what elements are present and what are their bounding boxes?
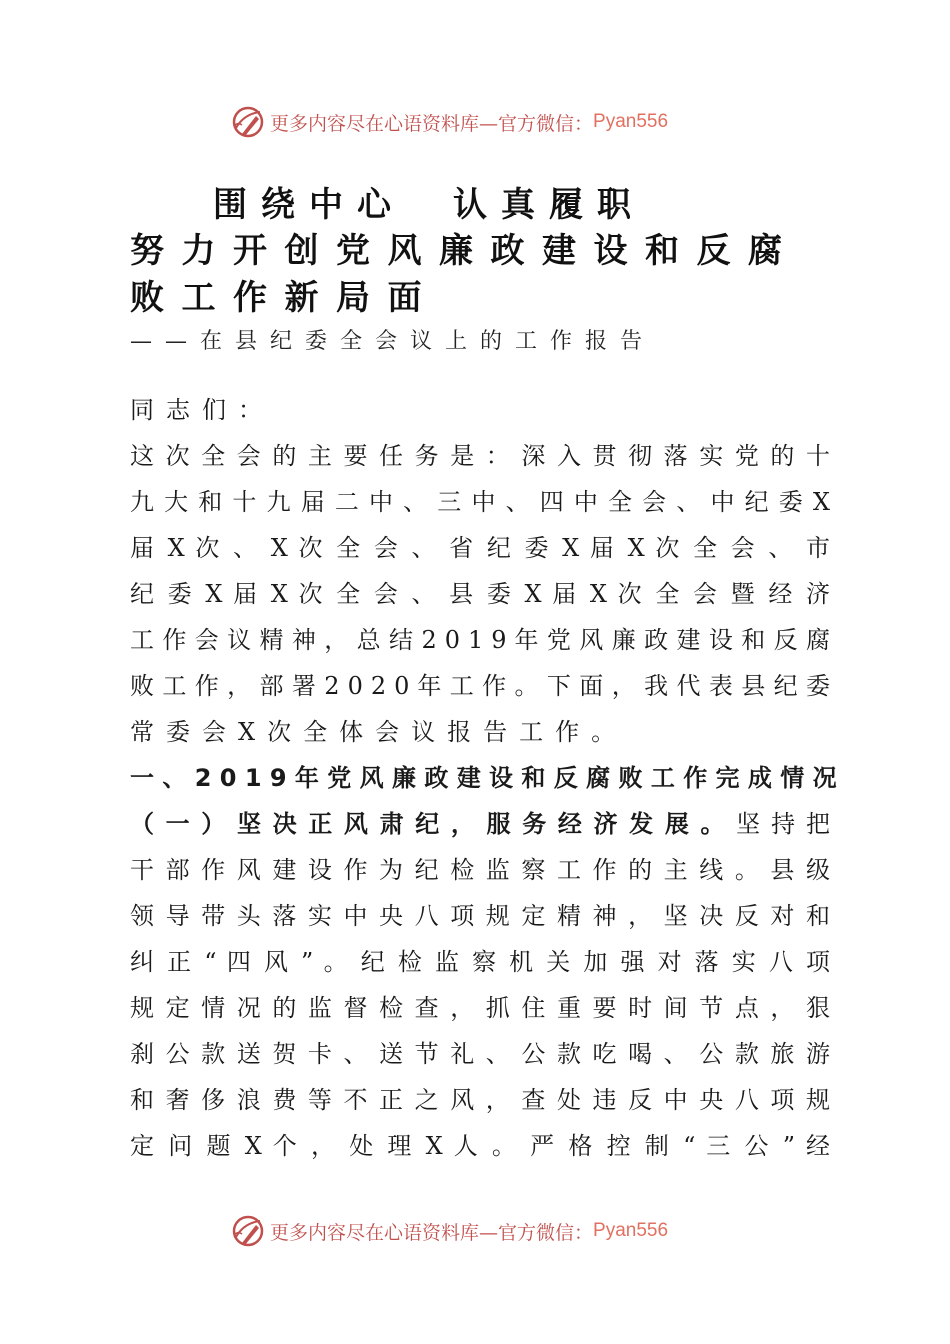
watermark-wechat-id: Pyan556: [593, 111, 669, 132]
paragraph2-line: 纠 正 “ 四 风 ” 。 纪 检 监 察 机 关 加 强 对 落 实 八 项: [130, 948, 830, 976]
title-line-3: 败工作新局面: [130, 278, 439, 318]
section-heading-1: 一 、 2 0 1 9 年 党 风 廉 政 建 设 和 反 腐 败 工 作 完 成 情 况: [130, 764, 837, 792]
subtitle: ——在县纪委全会议上的工作报告: [130, 329, 656, 354]
title-line-1: 围绕中心 认真履职: [213, 185, 645, 225]
watermark-text: 更多内容尽在心语资料库—官方微信：: [270, 112, 594, 135]
paragraph1-line: 工 作 会 议 精 神 ， 总 结 2 0 1 9 年 党 风 廉 政 建 设 和 反 腐: [130, 626, 830, 654]
watermark-text: 更多内容尽在心语资料库—官方微信：: [270, 1221, 594, 1244]
greeting: 同志们：: [130, 396, 274, 424]
title-line-2: 努力开创党风廉政建设和反腐: [130, 231, 800, 271]
pen-logo-icon: [230, 104, 266, 140]
paragraph1-line: 届 X 次 、 X 次 全 会 、 省 纪 委 X 届 X 次 全 会 、 市: [130, 534, 830, 562]
paragraph2-line: 定 问 题 X 个 ， 处 理 X 人 。 严 格 控 制 “ 三 公 ” 经: [130, 1132, 830, 1160]
paragraph2-line: 干 部 作 风 建 设 作 为 纪 检 监 察 工 作 的 主 线 。 县 级: [130, 856, 830, 884]
paragraph1-line: 这 次 全 会 的 主 要 任 务 是 ： 深 入 贯 彻 落 实 党 的 十: [130, 442, 830, 470]
subsection-heading-rest: 坚 持 把: [736, 810, 830, 838]
paragraph1-line: 败 工 作 ， 部 署 2 0 2 0 年 工 作 。 下 面 ， 我 代 表 县 纪 委: [130, 672, 830, 700]
paragraph2-line: 领 导 带 头 落 实 中 央 八 项 规 定 精 神 ， 坚 决 反 对 和: [130, 902, 830, 930]
paragraph1-line: 常委会X次全体会议报告工作。: [130, 718, 628, 746]
watermark-wechat-id: Pyan556: [593, 1220, 669, 1241]
paragraph1-line: 九 大 和 十 九 届 二 中 、 三 中 、 四 中 全 会 、 中 纪 委 X: [130, 488, 830, 516]
pen-logo-icon: [230, 1213, 266, 1249]
watermark-header: [230, 102, 668, 142]
paragraph2-line: 规 定 情 况 的 监 督 检 查 ， 抓 住 重 要 时 间 节 点 ， 狠: [130, 994, 830, 1022]
paragraph1-line: 纪 委 X 届 X 次 全 会 、 县 委 X 届 X 次 全 会 暨 经 济: [130, 580, 830, 608]
watermark-footer: [230, 1211, 668, 1251]
paragraph2-line: 和 奢 侈 浪 费 等 不 正 之 风 ， 查 处 违 反 中 央 八 项 规: [130, 1086, 830, 1114]
subsection-heading-line: [130, 807, 830, 841]
subsection-heading-1: （ 一 ） 坚 决 正 风 肃 纪 ， 服 务 经 济 发 展 。: [130, 810, 737, 838]
paragraph2-line: 刹 公 款 送 贺 卡 、 送 节 礼 、 公 款 吃 喝 、 公 款 旅 游: [130, 1040, 830, 1068]
